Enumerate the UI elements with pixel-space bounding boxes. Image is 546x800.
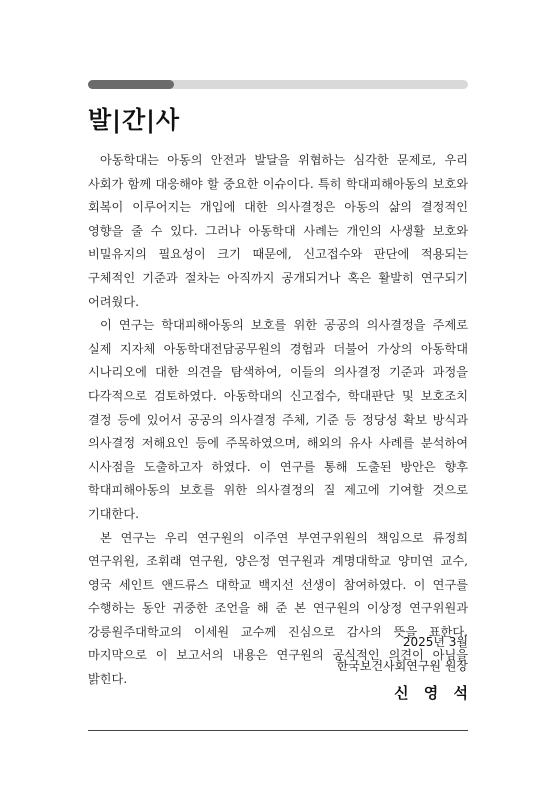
signature-organization: 한국보건사회연구원 원장 [336,659,468,673]
header-progress-bar [88,80,468,89]
body-text [88,149,468,692]
signature-date: 2025년 3월 [402,635,468,649]
bottom-divider [88,730,468,731]
page-title: 발|간|사 [88,106,181,134]
paragraph-2: 이 연구는 학대피해아동의 보호를 위한 공공의 의사결정을 주제로 실제 지자체 아동학대전담공무원의 경험과 더불어 가상의 아동학대 시나리오에 대한 의견을 탐색하여, 이들의 의사결정 기준과 과정을 다각적으로 검토하였다. 아동학대의 신고접수, 학대판단 및 보호조치 결정 등에 있어서 공공의 의사결정 주체, 기준 등 정당성 확보 방식과 의사결정 저해요인 등에 주목하였으며, 해외의 유사 사례를 분석하여 시사점을 도출하고자 하였다. 이 연구를 통해 도출된 방안은 향후 학대피해아동의 보호를 위한 의사결정의 질 제고에 기여할 것으로 기대한다. [88,318,468,521]
signature-block [336,630,473,708]
paragraph-1: 아동학대는 아동의 안전과 발달을 위협하는 심각한 문제로, 우리 사회가 함께 대응해야 할 중요한 이슈이다. 특히 학대피해아동의 보호와 회복이 이루어지는 개입에 대한 의사결정은 아동의 삶의 결정적인 영향을 줄 수 있다. 그러나 아동학대 사례는 개인의 사생활 보호와 비밀유지의 필요성이 크기 때문에, 신고접수와 판단에 적용되는 구체적인 기준과 절차는 아직까지 공개되거나 혹은 활발히 연구되기 어려웠다. [88,153,468,309]
signature-name: 신 영 석 [394,684,473,702]
header-bar-accent [88,80,174,89]
paragraph-3: 본 연구는 우리 연구원의 이주연 부연구위원의 책임으로 류정희 연구위원, 조휘래 연구원, 양은정 연구원과 계명대학교 양미연 교수, 영국 세인트 앤드류스 대학교 백지선 선생이 참여하였다. 이 연구를 수행하는 동안 귀중한 조언을 해 준 본 연구원의 이상정 연구위원과 강릉원주대학교의 이세원 교수께 진심으로 감사의 뜻을 표한다. 마지막으로 이 보고서의 내용은 연구원의 공식적인 의견이 아님을 밝힌다. [88,530,468,687]
